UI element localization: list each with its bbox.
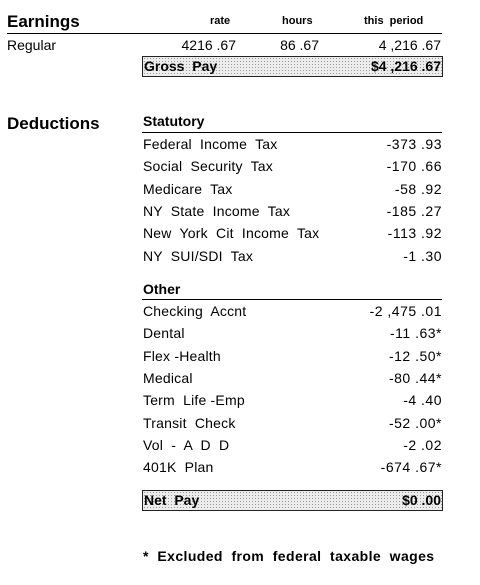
deduction-amount: -80 .44*	[388, 369, 442, 386]
deduction-label: 401K Plan	[143, 459, 214, 476]
deduction-label: NY SUI/SDI Tax	[143, 247, 254, 264]
deduction-label: NY State Income Tax	[143, 202, 291, 219]
deduction-amount: -170 .66	[386, 158, 442, 175]
deduction-label: Checking Accnt	[143, 303, 247, 319]
gross-pay-bar	[142, 56, 443, 77]
deduction-amount: -58 .92	[394, 180, 442, 197]
footnote: * Excluded from federal taxable wages	[143, 548, 435, 564]
deduction-amount: -185 .27	[386, 202, 442, 219]
deduction-label: Flex -Health	[143, 347, 221, 364]
deduction-label: Transit Check	[143, 414, 236, 431]
period-column-header: this period	[364, 15, 424, 27]
rate-column-header: rate	[210, 15, 231, 27]
gross-pay-label: Gross Pay	[144, 58, 218, 74]
deduction-label: Federal Income Tax	[143, 136, 278, 152]
deduction-amount: -113 .92	[387, 225, 442, 242]
earnings-title: Earnings	[7, 12, 80, 31]
deduction-amount: -1 .30	[403, 247, 442, 264]
net-pay-label: Net Pay	[144, 492, 200, 508]
statutory-heading: Statutory	[143, 113, 205, 129]
deduction-label: Medicare Tax	[143, 180, 233, 197]
earnings-header-rule	[7, 33, 442, 34]
deduction-label: Dental	[143, 325, 185, 342]
deductions-title: Deductions	[7, 114, 100, 133]
deduction-label: Medical	[143, 369, 193, 386]
deduction-amount: -674 .67*	[380, 459, 442, 476]
deduction-label: Term Life -Emp	[143, 392, 245, 409]
deduction-amount: -4 .40	[403, 392, 442, 409]
other-rule	[142, 299, 442, 300]
regular-label: Regular	[7, 37, 57, 53]
statutory-rule	[142, 132, 442, 133]
deduction-amount: -2 .02	[403, 436, 442, 453]
deduction-amount: -12 .50*	[388, 347, 442, 364]
regular-rate: 4216 .67	[181, 37, 236, 53]
deduction-amount: -52 .00*	[388, 414, 442, 431]
deduction-amount: -2 ,475 .01	[369, 303, 442, 319]
deduction-label: Vol - A D D	[143, 436, 230, 453]
deduction-label: New York Cit Income Tax	[143, 225, 320, 242]
deduction-amount: -11 .63*	[390, 325, 442, 342]
regular-hours: 86 .67	[280, 37, 319, 53]
net-pay-bar	[142, 490, 443, 511]
deduction-amount: -373 .93	[386, 136, 442, 152]
regular-amount: 4 ,216 .67	[378, 37, 441, 53]
deduction-label: Social Security Tax	[143, 158, 273, 175]
hours-column-header: hours	[282, 15, 313, 27]
gross-pay-amount: $4 ,216 .67	[370, 58, 441, 74]
other-heading: Other	[143, 281, 181, 297]
net-pay-amount: $0 .00	[402, 492, 441, 508]
